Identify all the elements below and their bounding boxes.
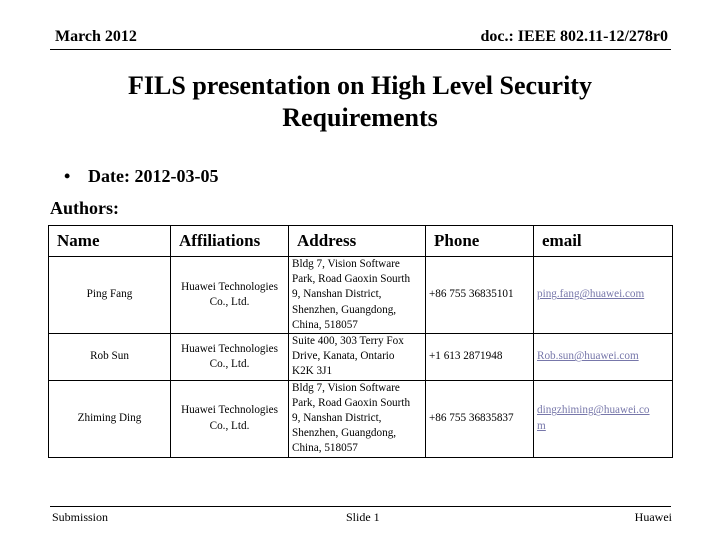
- date-text: Date: 2012-03-05: [88, 166, 219, 186]
- affiliation-line: Huawei Technologies: [181, 280, 278, 293]
- address-line: Shenzhen, Guangdong,: [292, 303, 397, 316]
- header-date: March 2012: [55, 28, 137, 45]
- column-header-email: email: [534, 226, 673, 257]
- column-header-phone: Phone: [426, 226, 534, 257]
- table-header-row: [49, 226, 673, 257]
- footer-divider: [50, 506, 671, 507]
- header-doc-id: doc.: IEEE 802.11-12/278r0: [480, 28, 668, 45]
- email-link[interactable]: Rob.sun@huawei.com: [537, 350, 639, 363]
- slide-title: [0, 70, 720, 134]
- address-line: China, 518057: [292, 318, 358, 331]
- slide-title-line-1: FILS presentation on High Level Security: [128, 71, 592, 100]
- author-name: Zhiming Ding: [49, 380, 171, 457]
- address-line: Shenzhen, Guangdong,: [292, 427, 397, 440]
- author-name: Rob Sun: [49, 334, 171, 381]
- affiliation-line: Co., Ltd.: [209, 296, 250, 308]
- authors-table: [48, 225, 673, 458]
- author-address: [289, 380, 426, 457]
- table-row: [49, 257, 673, 334]
- author-phone: +86 755 36835837: [426, 380, 534, 457]
- bullet-icon: •: [64, 166, 71, 186]
- address-line: Suite 400, 303 Terry Fox: [292, 335, 404, 348]
- date-bullet: [64, 166, 218, 187]
- author-email[interactable]: [534, 380, 673, 457]
- address-line: Bldg 7, Vision Software: [292, 381, 400, 394]
- email-link[interactable]: [537, 404, 650, 431]
- slide-number: Slide 1: [346, 510, 380, 524]
- author-address: [289, 257, 426, 334]
- affiliation-line: Co., Ltd.: [209, 419, 250, 432]
- header-divider: [50, 49, 671, 50]
- author-affiliation: [171, 334, 289, 381]
- author-phone: +1 613 2871948: [426, 334, 534, 381]
- table-row: [49, 334, 673, 381]
- slide-title-line-2: Requirements: [282, 103, 438, 132]
- author-email[interactable]: [534, 334, 673, 381]
- affiliation-line: Huawei Technologies: [181, 404, 278, 417]
- address-line: K2K 3J1: [292, 365, 333, 378]
- address-line: Drive, Kanata, Ontario: [292, 350, 395, 363]
- address-line: China, 518057: [292, 442, 358, 455]
- author-address: [289, 334, 426, 381]
- author-name: Ping Fang: [49, 257, 171, 334]
- address-line: Park, Road Gaoxin Sourth: [292, 273, 411, 286]
- footer-submission: Submission: [52, 510, 109, 524]
- column-header-name: Name: [49, 226, 171, 257]
- authors-label: Authors:: [50, 198, 120, 218]
- column-header-affiliations: Affiliations: [171, 226, 289, 257]
- address-line: Bldg 7, Vision Software: [292, 258, 400, 270]
- table-row: [49, 380, 673, 457]
- address-line: 9, Nanshan District,: [292, 288, 382, 301]
- affiliation-line: Co., Ltd.: [209, 357, 250, 370]
- column-header-address: Address: [289, 226, 426, 257]
- author-affiliation: [171, 380, 289, 457]
- affiliation-line: Huawei Technologies: [181, 342, 278, 355]
- author-phone: +86 755 36835101: [426, 257, 534, 334]
- email-text-part: m: [537, 419, 546, 432]
- address-line: 9, Nanshan District,: [292, 412, 382, 425]
- author-affiliation: [171, 257, 289, 334]
- email-link[interactable]: ping.fang@huawei.com: [537, 288, 645, 301]
- email-text-part: dingzhiming@huawei.co: [537, 404, 650, 417]
- address-line: Park, Road Gaoxin Sourth: [292, 396, 411, 409]
- footer-company: Huawei: [634, 510, 672, 524]
- author-email[interactable]: [534, 257, 673, 334]
